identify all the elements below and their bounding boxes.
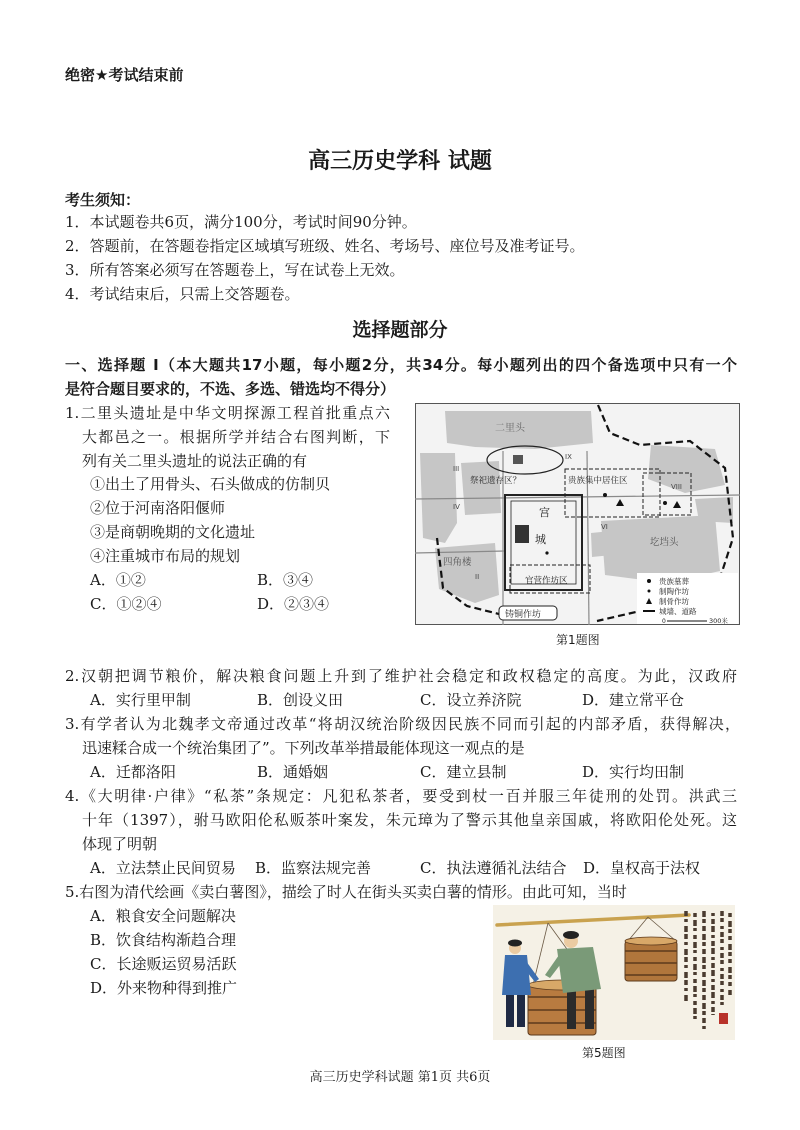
figure-cap (563, 931, 579, 939)
section-instructions: 一、选择题 I（本大题共17小题，每小题2分，共34分。每小题列出的四个备选项中只有一个 (65, 356, 737, 374)
notice-item: 3．所有答案必须写在答题卷上，写在试卷上无效。 (65, 261, 405, 279)
zone-label: VIII (671, 483, 682, 491)
village-block (695, 497, 733, 523)
question-1-option-d: D．②③④ (257, 595, 330, 613)
figure-leg (567, 989, 576, 1029)
section-instructions: 是符合题目要求的，不选、多选、错选均不得分） (65, 380, 396, 398)
erlitou-site-map (415, 403, 740, 625)
page-footer: 高三历史学科试题 第1页 共6页 (309, 1070, 491, 1085)
figure-leg (517, 993, 525, 1027)
sweet-potato-painting (493, 905, 735, 1040)
question-4-option-a: A．立法禁止民间贸易 (90, 859, 236, 877)
village-label: 二里头 (495, 423, 525, 434)
city-label: 城 (535, 533, 546, 546)
question-1-stem: 1.二里头遗址是中华文明探源工程首批重点六 (65, 404, 390, 422)
notice-item: 4．考试结束后，只需上交答题卷。 (65, 285, 300, 303)
hanging-barrel (625, 937, 677, 981)
legend-label: 制骨作坊 (659, 597, 689, 606)
village-label: 圪垱头 (650, 537, 679, 548)
notice-item: 1．本试题卷共6页，满分100分，考试时间90分钟。 (65, 213, 417, 231)
question-1-option-c: C．①②④ (90, 595, 162, 613)
zone-label: IV (453, 503, 460, 511)
village-block (591, 531, 612, 557)
question-3-stem: 3.有学者认为北魏孝文帝通过改革“将胡汉统治阶级因民族不同而引起的内部矛盾，获得解决， (65, 715, 740, 733)
question-3-stem: 迅速糅合成一个统治集团了”。下列改革举措最能体现这一观点的是 (82, 739, 525, 757)
question-2-stem: 2.汉朝把调节粮价，解决粮食问题上升到了维护社会稳定和政权稳定的高度。为此，汉政府 (65, 667, 737, 685)
question-4-stem: 十年（1397），驸马欧阳伦私贩茶叶案发，朱元璋为了警示其他皇亲国戚，将欧阳伦处死。这 (82, 811, 737, 829)
question-5-option-b: B．饮食结构渐趋合理 (90, 931, 237, 949)
village-label: 四角楼 (443, 557, 472, 568)
figure-leg (585, 987, 594, 1029)
noble-area-label: 贵族集中居住区 (568, 476, 628, 486)
sacrifice-site-marker (513, 455, 523, 464)
scale-zero: 0 (662, 618, 666, 625)
question-3-option-d: D．实行均田制 (582, 763, 685, 781)
question-4-stem: 4.《大明律·户律》“私茶”条规定：凡犯私茶者，要受到杖一百并服三年徒刑的处罚。洪武三 (65, 787, 737, 805)
notice-item: 2．答题前，在答题卷指定区域填写班级、姓名、考场号、座位号及准考证号。 (65, 237, 585, 255)
confidential-label: 绝密★考试结束前 (65, 66, 184, 84)
question-1-statement: ②位于河南洛阳偃师 (90, 499, 226, 517)
bronze-workshop-label: 铸铜作坊 (505, 610, 542, 620)
question-1-statement: ④注重城市布局的规划 (90, 547, 241, 565)
pottery-marker (545, 551, 548, 554)
question-1-statement: ①出土了用骨头、石头做成的仿制贝 (90, 475, 331, 493)
figure-cap (508, 940, 522, 947)
palace-foundation (515, 525, 529, 543)
legend-tomb-symbol (647, 579, 651, 583)
map-legend (637, 573, 738, 625)
legend-label: 城墙、道路 (659, 607, 697, 616)
scale-label: 300米 (709, 617, 728, 625)
question-2-option-c: C．设立养济院 (420, 691, 522, 709)
question-4-option-d: D．皇权高于法权 (583, 859, 701, 877)
figure-1-caption: 第1题图 (556, 633, 600, 647)
workshop-area-label: 官营作坊区 (525, 576, 568, 586)
question-2-option-b: B．创设义田 (257, 691, 344, 709)
zone-label: III (453, 465, 460, 473)
sacrifice-area-label: 祭祀遗存区？ (470, 476, 522, 486)
question-5-option-d: D．外来物种得到推广 (90, 979, 238, 997)
figure-5-caption: 第5题图 (582, 1046, 626, 1060)
artist-seal (719, 1013, 728, 1024)
question-5-option-c: C．长途贩运贸易活跃 (90, 955, 237, 973)
figure-jacket (502, 955, 531, 995)
section-title: 选择题部分 (352, 319, 448, 341)
question-1-option-a: A．①② (90, 571, 146, 589)
zone-label: II (475, 573, 480, 581)
village-block (601, 515, 720, 583)
notice-heading: 考生须知： (65, 191, 141, 209)
question-1-option-b: B．③④ (257, 571, 314, 589)
question-4-option-b: B．监察法规完善 (255, 859, 372, 877)
zone-label: IX (565, 453, 572, 461)
question-3-option-a: A．迁都洛阳 (90, 763, 176, 781)
exam-title: 高三历史学科 试题 (308, 149, 492, 174)
tomb-marker (663, 501, 667, 505)
question-1-statement: ③是商朝晚期的文化遗址 (90, 523, 256, 541)
figure-leg (506, 993, 514, 1027)
legend-label: 制陶作坊 (659, 587, 689, 596)
legend-label: 贵族墓葬 (659, 577, 689, 586)
question-2-option-d: D．建立常平仓 (582, 691, 685, 709)
question-5-stem: 5.右图为清代绘画《卖白薯图》，描绘了时人在街头买卖白薯的情形。由此可知，当时 (65, 883, 627, 901)
question-4-option-c: C．执法遵循礼法结合 (420, 859, 567, 877)
palace-label: 宫 (539, 506, 550, 519)
question-3-option-c: C．建立县制 (420, 763, 507, 781)
zone-label: VI (601, 523, 608, 531)
question-5-option-a: A．粮食安全问题解决 (90, 907, 236, 925)
question-3-option-b: B．通婚姻 (257, 763, 329, 781)
question-2-option-a: A．实行里甲制 (90, 691, 191, 709)
tomb-marker (603, 493, 607, 497)
barrel-top (625, 937, 677, 945)
question-1-stem: 列有关二里头遗址的说法正确的有 (82, 452, 308, 470)
question-1-stem: 大都邑之一。根据所学并结合右图判断，下 (82, 428, 390, 446)
question-4-stem: 体现了明朝 (82, 835, 158, 853)
legend-pottery-symbol (648, 590, 651, 593)
